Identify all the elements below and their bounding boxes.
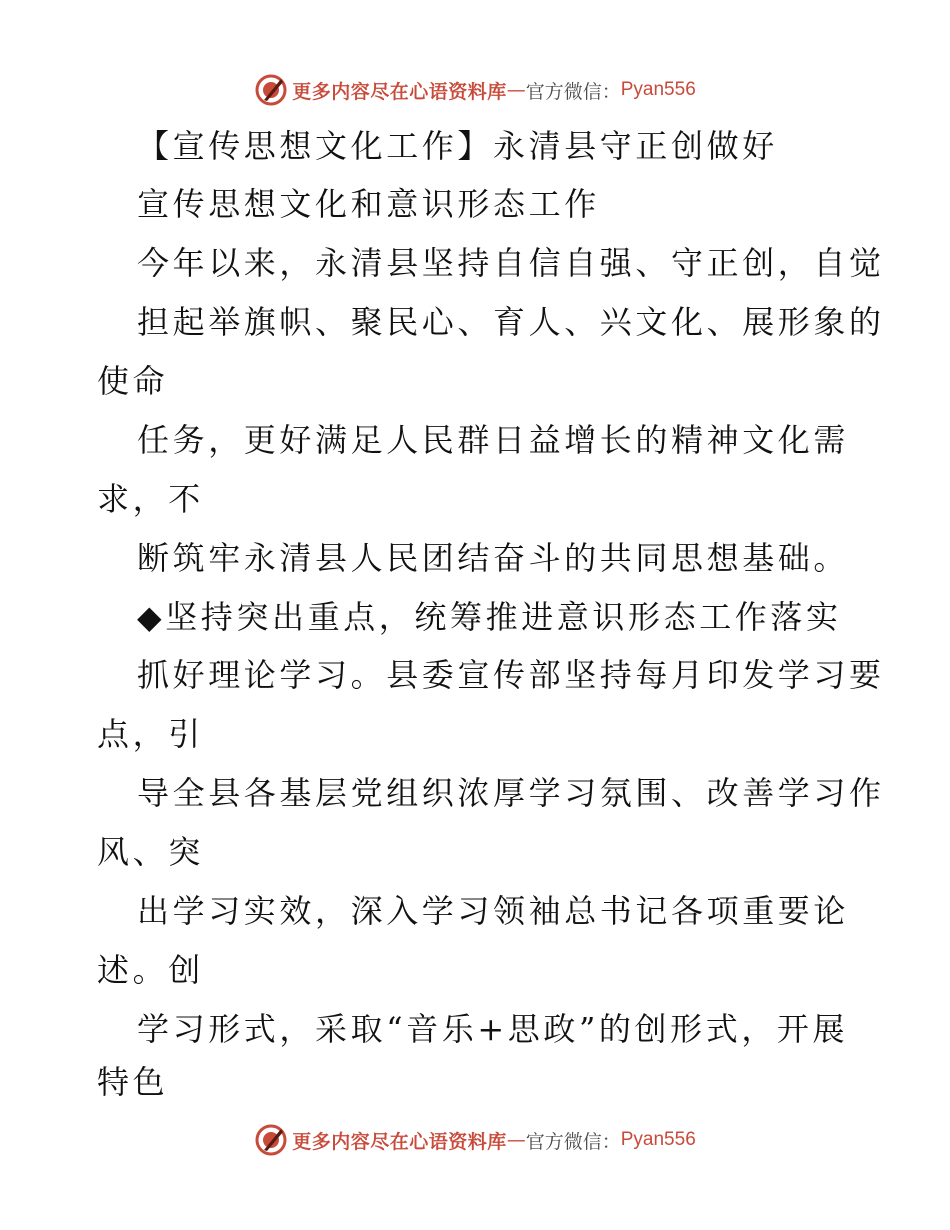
banner-dash: — (506, 1129, 526, 1151)
paragraph-line: 抓好理论学习。县委宣传部坚持每月印发学习要 (137, 656, 885, 694)
banner-site-text: 更多内容尽在心语资料库 (292, 1130, 507, 1153)
paragraph-line: 导全县各基层党组织浓厚学习氛围、改善学习作 (137, 774, 885, 812)
paragraph-line: 出学习实效，深入学习领袖总书记各项重要论 (137, 892, 850, 930)
banner-wechat-id: Pyan556 (620, 79, 696, 100)
banner-site-text: 更多内容尽在心语资料库 (292, 80, 507, 103)
paragraph-line: 今年以来，永清县坚持自信自强、守正创，自觉 (137, 244, 885, 282)
paragraph-line: 特色 (97, 1063, 169, 1101)
paragraph-line: 述。创 (97, 951, 204, 989)
banner-wechat-label: 官方微信： (525, 80, 621, 103)
paragraph-line: 断筑牢永清县人民团结奋斗的共同思想基础。 (137, 539, 850, 577)
quill-pen-icon (254, 1123, 288, 1157)
paragraph-line: 学习形式，采取“音乐+思政”的创形式，开展 (137, 1010, 849, 1048)
paragraph-line: 点，引 (97, 715, 204, 753)
paragraph-line: 风、突 (97, 833, 204, 871)
banner-dash: — (506, 79, 526, 101)
banner-wechat-label: 官方微信： (525, 1130, 621, 1153)
doc-title-line-1: 【宣传思想文化工作】永清县守正创做好 (137, 127, 778, 165)
paragraph-line: 求，不 (97, 480, 204, 518)
paragraph-line: 担起举旗帜、聚民心、育人、兴文化、展形象的 (137, 303, 885, 341)
doc-title-line-2: 宣传思想文化和意识形态工作 (137, 185, 600, 223)
section-heading: ◆坚持突出重点，统筹推进意识形态工作落实 (137, 598, 842, 636)
footer-banner (0, 1120, 950, 1160)
paragraph-line: 使命 (97, 362, 169, 400)
quill-pen-icon (254, 73, 288, 107)
banner-wechat-id: Pyan556 (620, 1129, 696, 1150)
paragraph-line: 任务，更好满足人民群日益增长的精神文化需 (137, 421, 850, 459)
header-banner (0, 70, 950, 110)
